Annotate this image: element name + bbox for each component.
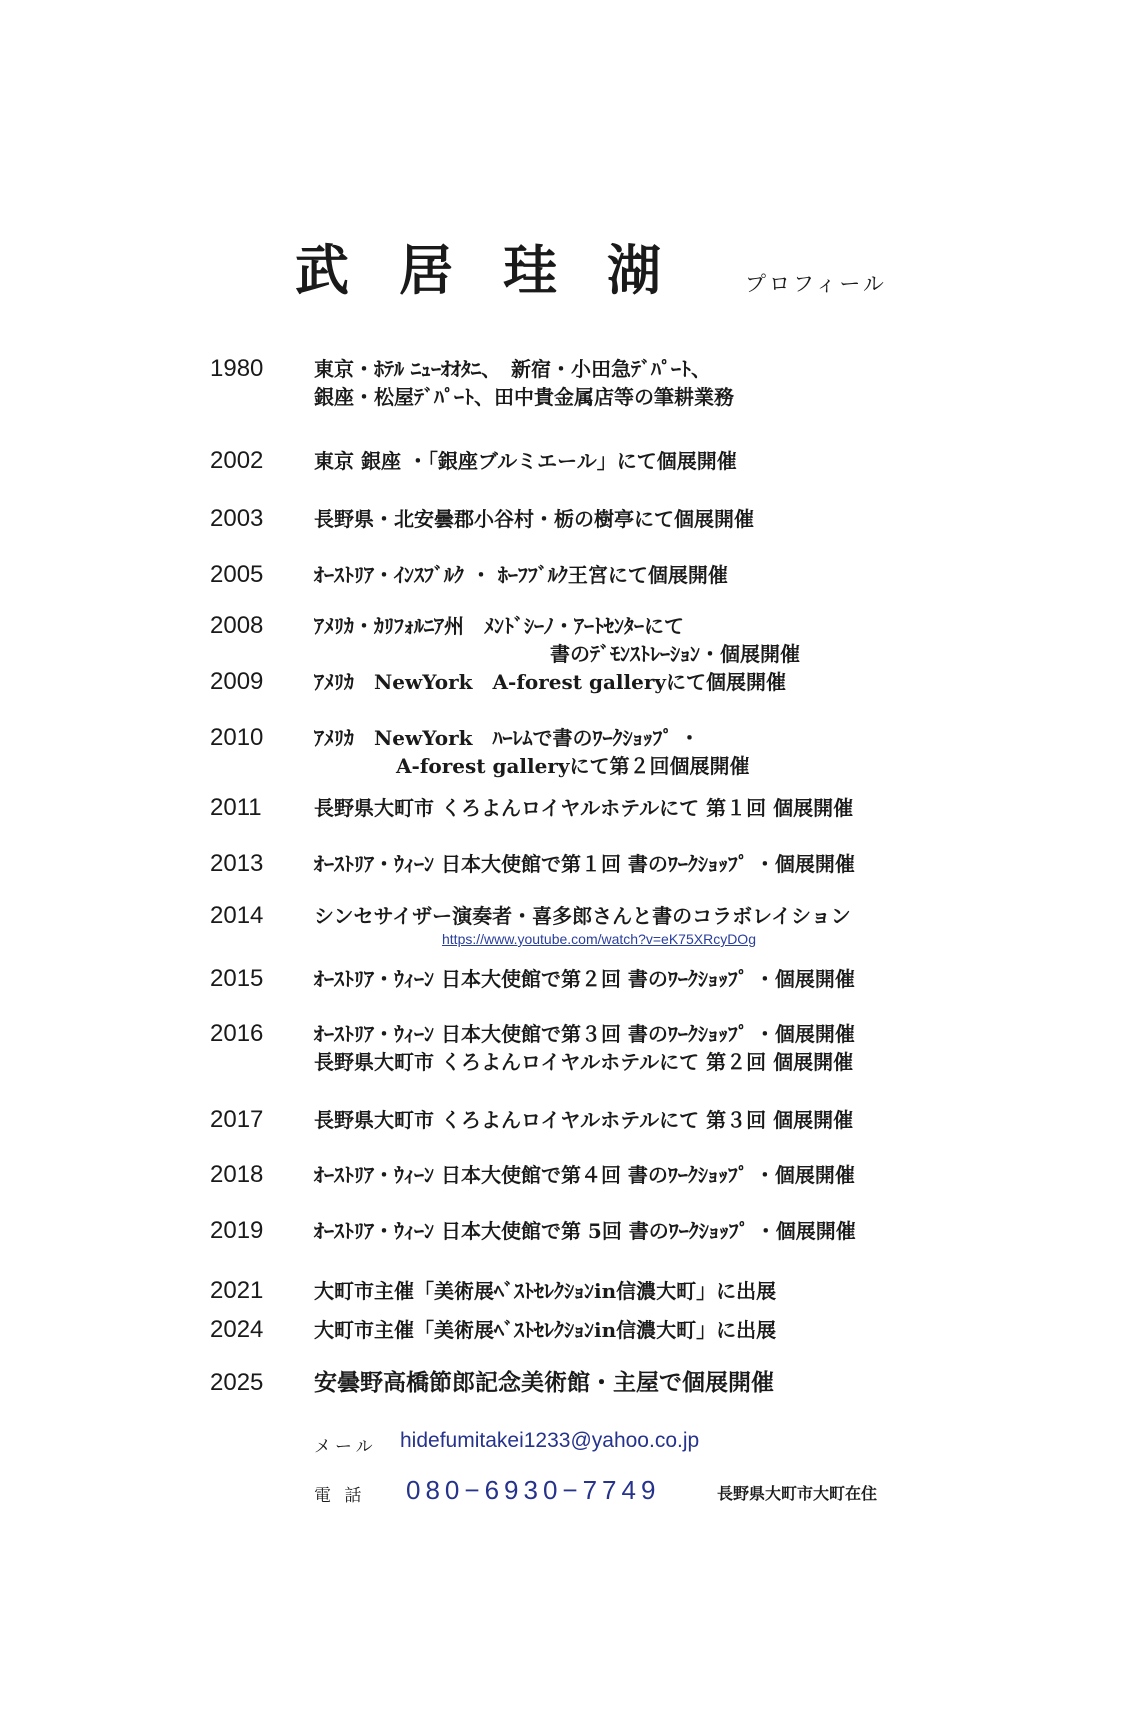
entry-line: ｱﾒﾘｶ・ｶﾘﾌｫﾙﾆｱ州 ﾒﾝﾄﾞｼｰﾉ・ｱｰﾄｾﾝﾀｰにて (314, 614, 684, 638)
residence-address: 長野県大町市大町在住 (717, 1484, 878, 1503)
entry-year: 2021 (210, 1277, 264, 1304)
entry-line: 長野県大町市 くろよんロイヤルホテルにて 第１回 個展開催 (314, 796, 854, 820)
email-label: メール (314, 1437, 377, 1457)
entry-line: 銀座・松屋ﾃﾞﾊﾟｰﾄ、田中貴金属店等の筆耕業務 (314, 385, 734, 409)
profile-subtitle: プロフィール (745, 272, 887, 296)
entry-line: ｵｰｽﾄﾘｱ・ｳｨｰﾝ 日本大使館で第１回 書のﾜｰｸｼｮｯﾌﾟ ・個展開催 (314, 852, 855, 876)
youtube-link[interactable]: https://www.youtube.com/watch?v=eK75XRcyDOg (442, 931, 756, 947)
artist-name: 武居珪湖 (295, 238, 711, 302)
entry-line: 大町市主催「美術展ﾍﾞｽﾄｾﾚｸｼｮﾝin信濃大町」に出展 (314, 1318, 777, 1342)
entry-line: 長野県大町市 くろよんロイヤルホテルにて 第３回 個展開催 (314, 1108, 854, 1132)
entry-line: 書のﾃﾞﾓﾝｽﾄﾚｰｼｮﾝ・個展開催 (550, 642, 800, 666)
phone-label: 電 話 (314, 1486, 366, 1506)
entry-line: 安曇野高橋節郎記念美術館・主屋で個展開催 (314, 1369, 774, 1396)
entry-year: 2025 (210, 1369, 264, 1396)
entry-year: 2011 (210, 794, 262, 821)
entry-year: 2017 (210, 1106, 264, 1133)
entry-line: シンセサイザー演奏者・喜多郎さんと書のコラボレイション (314, 904, 851, 928)
title-block (295, 228, 935, 308)
entry-year: 2019 (210, 1217, 264, 1244)
entry-year: 2010 (210, 724, 264, 751)
entry-line: 東京・ﾎﾃﾙ ﾆｭｰｵｵﾀﾆ、 新宿・小田急ﾃﾞﾊﾟｰﾄ、 (314, 357, 711, 381)
entry-line: 大町市主催「美術展ﾍﾞｽﾄｾﾚｸｼｮﾝin信濃大町」に出展 (314, 1279, 777, 1303)
entry-line: ｵｰｽﾄﾘｱ・ｳｨｰﾝ 日本大使館で第 5回 書のﾜｰｸｼｮｯﾌﾟ ・個展開催 (314, 1219, 856, 1243)
entry-line: ｵｰｽﾄﾘｱ・ｳｨｰﾝ 日本大使館で第３回 書のﾜｰｸｼｮｯﾌﾟ ・個展開催 (314, 1022, 855, 1046)
entry-year: 2005 (210, 561, 264, 588)
entry-year: 2013 (210, 850, 264, 877)
email-address[interactable]: hidefumitakei1233@yahoo.co.jp (400, 1429, 700, 1452)
entry-line: ｵｰｽﾄﾘｱ・ｲﾝｽﾌﾞﾙｸ ・ ﾎｰﾌﾌﾞﾙｸ王宮にて個展開催 (314, 563, 728, 587)
entry-line: ｵｰｽﾄﾘｱ・ｳｨｰﾝ 日本大使館で第２回 書のﾜｰｸｼｮｯﾌﾟ ・個展開催 (314, 967, 855, 991)
entry-year: 2002 (210, 447, 264, 474)
entry-line: 東京 銀座 ・「銀座ブルミエール」にて個展開催 (314, 449, 737, 473)
entry-line: 長野県大町市 くろよんロイヤルホテルにて 第２回 個展開催 (314, 1050, 854, 1074)
entry-year: 2014 (210, 902, 264, 929)
entry-year: 2009 (210, 668, 264, 695)
entry-line: ｵｰｽﾄﾘｱ・ｳｨｰﾝ 日本大使館で第４回 書のﾜｰｸｼｮｯﾌﾟ ・個展開催 (314, 1163, 855, 1187)
entry-year: 2008 (210, 612, 264, 639)
entry-year: 2015 (210, 965, 264, 992)
phone-number: 080−6930−7749 (406, 1475, 661, 1505)
entry-year: 1980 (210, 355, 264, 382)
entry-line: ｱﾒﾘｶ NewYork A-forest galleryにて個展開催 (314, 670, 787, 694)
entry-year: 2018 (210, 1161, 264, 1188)
entry-year: 2024 (210, 1316, 264, 1343)
entry-year: 2003 (210, 505, 264, 532)
entry-year: 2016 (210, 1020, 264, 1047)
entry-line: A-forest galleryにて第２回個展開催 (396, 754, 750, 778)
entry-line: ｱﾒﾘｶ NewYork ﾊｰﾚﾑで書のﾜｰｸｼｮｯﾌﾟ ・ (314, 726, 700, 750)
entry-line: 長野県・北安曇郡小谷村・栃の樹亭にて個展開催 (314, 507, 754, 531)
